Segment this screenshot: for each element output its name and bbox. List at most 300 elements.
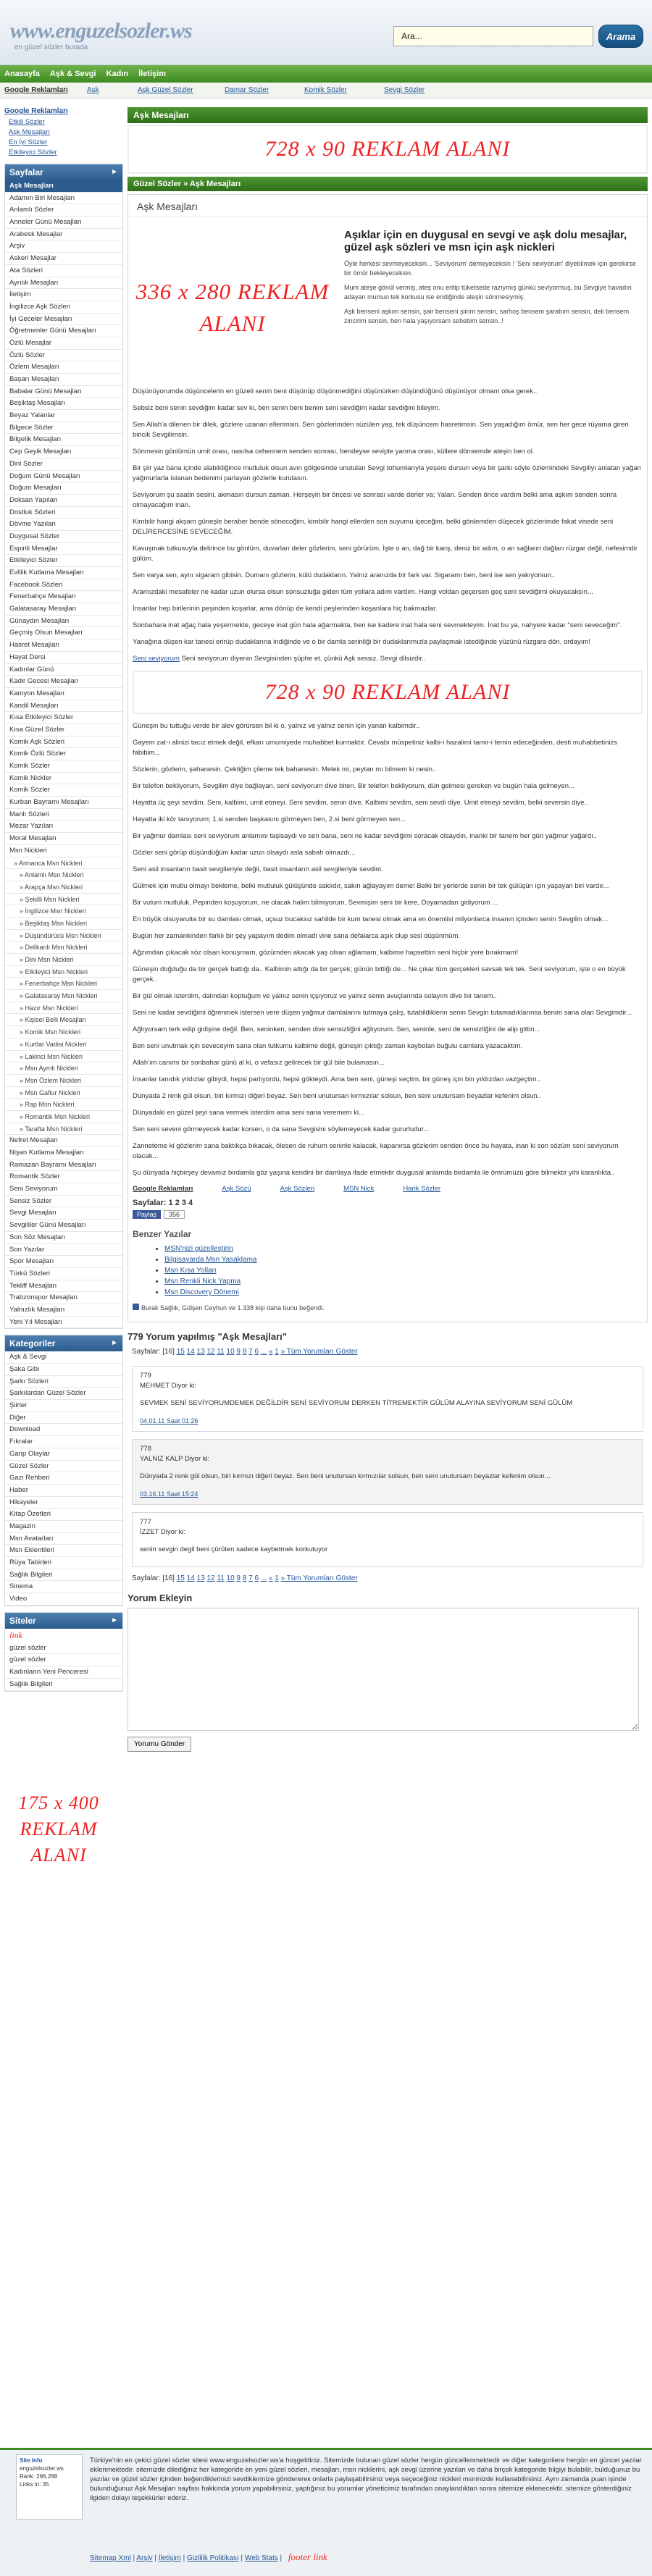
sidebar-item-label: Manlı Sözleri bbox=[9, 810, 49, 818]
sidebar bbox=[4, 107, 123, 1887]
comment-number: 779 bbox=[140, 1372, 151, 1380]
sidebar-item[interactable] bbox=[5, 978, 122, 990]
footer-links: Sitemap Xml | Arşiv | İletişim | Gizlilik Politikası | Web Stats | footer link bbox=[90, 2551, 327, 2562]
sidebar-item-label: Rap Msn Nickleri bbox=[25, 1101, 75, 1109]
sidebar-item[interactable] bbox=[5, 229, 122, 241]
category-item[interactable]: Şiirler bbox=[5, 1400, 122, 1412]
site-item[interactable]: Sağlık Bilgileri bbox=[5, 1679, 122, 1691]
sidebar-item[interactable] bbox=[5, 434, 122, 446]
related-link[interactable]: MSN'nizi güzelleştirin bbox=[164, 1245, 233, 1253]
sidebar-item[interactable] bbox=[5, 760, 122, 773]
article-paragraph: Kavuşmak tutkusuyla delirince bu gönlüm, duvarları deler gözlerim, seni görürüm. İşte o an, dağ bir kanş, deniz bir adım, o an sağların dağları rüzgar değil, nefesimdir gülüm. bbox=[133, 545, 638, 563]
bullet-icon: » bbox=[14, 859, 20, 867]
category-item[interactable]: Gazi Rehberi bbox=[5, 1472, 122, 1485]
bullet-icon: » bbox=[20, 871, 25, 879]
pager-next[interactable]: » Tüm Yorumları Göster bbox=[280, 1574, 358, 1582]
sidebar-item[interactable] bbox=[5, 422, 122, 435]
top-ad[interactable]: 728 x 90 REKLAM ALANI bbox=[128, 125, 648, 174]
comments-list bbox=[128, 1366, 648, 1567]
side-ad[interactable]: 175 x 400 REKLAM ALANI bbox=[4, 1771, 113, 1887]
sidebar-item[interactable] bbox=[5, 337, 122, 350]
reply-title: Yorum Ekleyin bbox=[128, 1593, 193, 1603]
site-info-widget[interactable] bbox=[16, 2454, 83, 2520]
comment-author: İZZET Diyor ki: bbox=[140, 1528, 186, 1536]
sidebar-item-label: Arşiv bbox=[9, 242, 25, 251]
sidebar-item[interactable] bbox=[5, 579, 122, 592]
sidebar-item-label: Kurban Bayramı Mesajları bbox=[9, 798, 89, 807]
sidebar-item[interactable] bbox=[5, 325, 122, 337]
sidebar-item-label: Spor Mesajları bbox=[9, 1257, 54, 1266]
sidebar-item-label: Etkileyici Msn Nickleri bbox=[25, 968, 88, 976]
sidebar-item[interactable] bbox=[5, 1087, 122, 1099]
sidebar-item[interactable] bbox=[5, 204, 122, 217]
sidebar-item-label: Bilgelik Mesajları bbox=[9, 435, 62, 444]
sidebar-item[interactable] bbox=[5, 458, 122, 471]
pager-link[interactable]: 12 bbox=[206, 1348, 215, 1356]
site-logo[interactable] bbox=[10, 19, 192, 51]
sidebar-item[interactable] bbox=[5, 821, 122, 833]
nav-item[interactable]: Anasayfa bbox=[4, 70, 40, 78]
sidebar-item[interactable] bbox=[5, 1039, 122, 1051]
sidebar-item[interactable] bbox=[5, 217, 122, 229]
article-paragraph: Şu dünyada hiçbirşey devamız birdamla göz yaşına kendini bir damlaya ifade etmektir duygusal anlamda birdamla ile ömrümüzü göre bilmektir yihi karanlıkta.. bbox=[133, 1169, 615, 1177]
site-item[interactable]: güzel sözler bbox=[5, 1654, 122, 1666]
sidebar-item[interactable] bbox=[5, 1280, 122, 1293]
sidebar-item-label: Şekilli Msn Nickleri bbox=[25, 895, 80, 903]
google-ads-title[interactable]: Google Reklamları bbox=[4, 107, 68, 115]
main-title: Aşk Mesajları bbox=[128, 107, 648, 123]
search-input[interactable] bbox=[393, 26, 593, 46]
pager-link[interactable]: ... bbox=[260, 1574, 267, 1582]
article-paragraph: Bir telefon bekliyorum, Sevgilim diye bağlayan, seni seviyorum dive biten. Bir telefon bekliyorum, dün gelmesi gereken ve bugün hala gelmeyen... bbox=[133, 782, 574, 790]
sidebar-item[interactable] bbox=[5, 616, 122, 628]
footer-link[interactable]: Arşiv bbox=[136, 2554, 153, 2562]
sidebar-item-label: Başarı Mesajları bbox=[9, 375, 59, 383]
sidebar-item[interactable] bbox=[5, 1207, 122, 1220]
category-item[interactable]: Aşk & Sevgi bbox=[5, 1351, 122, 1364]
sidebar-item-label: Romantik Msn Nickleri bbox=[25, 1112, 91, 1120]
article-paragraph: Yanağına düşen kar tanesi erirüp dudaklarına indiğinde ve o bir damla serinliği bir dudaklarımızla paylaşmak istediğinde yüzünü rüzgara dön, ordayım! bbox=[133, 638, 590, 646]
sidebar-item[interactable] bbox=[5, 567, 122, 579]
category-item[interactable]: Şaka Gibi bbox=[5, 1364, 122, 1376]
sidebar-item[interactable] bbox=[5, 1062, 122, 1075]
bottom-ad-link[interactable]: Google Reklamları bbox=[133, 1185, 193, 1193]
category-item[interactable]: Fıkralar bbox=[5, 1436, 122, 1448]
sidebar-item-label: Komik Aşk Sözleri bbox=[9, 737, 65, 746]
sidebar-item[interactable] bbox=[5, 531, 122, 543]
sidebar-item[interactable] bbox=[5, 398, 122, 410]
nav-item[interactable]: Aşk & Sevgi bbox=[49, 70, 96, 78]
bottom-ad-link[interactable]: Harik Sözler bbox=[403, 1185, 441, 1193]
comment-number: 777 bbox=[140, 1518, 151, 1526]
pager-link[interactable]: 6 bbox=[254, 1574, 259, 1582]
sidebar-item-label: Tarafta Msn Nickleri bbox=[25, 1125, 83, 1133]
sidebar-item[interactable] bbox=[5, 784, 122, 797]
related-link[interactable]: Msn Kısa Yolları bbox=[164, 1267, 217, 1275]
link-paragraph-text: Seni seviyorum diyenin Sevgisinden şüphe et, çünkü Aşk sessiz, Sevgi dilsizdir.. bbox=[181, 655, 426, 663]
related-link[interactable]: Bilgisayarda Msn Yasaklama bbox=[164, 1256, 257, 1264]
comment-text: Dünyada 2 renk gül olsun, biri kırmızı diğeri beyaz. Sen beni unutursan kırmızılar solsun, ben seni unutursam beyazlar kefenim olsun... bbox=[140, 1472, 551, 1480]
subnav-link[interactable]: Ask bbox=[87, 86, 99, 94]
sidebar-item[interactable] bbox=[5, 1196, 122, 1208]
sidebar-item[interactable] bbox=[5, 833, 122, 845]
comment bbox=[132, 1439, 643, 1505]
sidebar-item[interactable] bbox=[5, 1268, 122, 1280]
sidebar-item-label: Galatasaray Msn Nickleri bbox=[25, 992, 98, 1000]
pager-link[interactable]: 13 bbox=[196, 1574, 205, 1582]
pager-next[interactable]: » Tüm Yorumları Göster bbox=[280, 1348, 358, 1356]
sidebar-item[interactable] bbox=[5, 712, 122, 724]
bullet-icon: » bbox=[20, 1112, 25, 1120]
sidebar-item[interactable] bbox=[5, 1220, 122, 1232]
middle-ad[interactable]: 728 x 90 REKLAM ALANI bbox=[133, 671, 643, 714]
sidebar-item[interactable] bbox=[5, 410, 122, 422]
pager-link[interactable]: 10 bbox=[226, 1348, 235, 1356]
category-item[interactable]: Magazin bbox=[5, 1521, 122, 1533]
pager-link[interactable]: 10 bbox=[226, 1574, 235, 1582]
sidebar-item[interactable] bbox=[5, 265, 122, 277]
sidebar-item-label: Mezar Yazıları bbox=[9, 822, 54, 831]
category-item[interactable]: Şarkı Sözleri bbox=[5, 1376, 122, 1388]
sidebar-item[interactable] bbox=[5, 905, 122, 918]
sidebar-item-label: Son Yazılar bbox=[9, 1245, 45, 1254]
sidebar-item[interactable] bbox=[5, 664, 122, 676]
pager-prev[interactable]: « bbox=[268, 1348, 273, 1356]
sidebar-item[interactable] bbox=[5, 797, 122, 809]
sidebar-item[interactable] bbox=[5, 1075, 122, 1087]
sidebar-item-label: Kısa Etkileyici Sözler bbox=[9, 713, 74, 722]
sidebar-item-label: İngilizce Aşk Sözleri bbox=[9, 302, 70, 311]
site-item[interactable]: güzel sözler bbox=[5, 1642, 122, 1655]
sidebar-item[interactable] bbox=[5, 350, 122, 362]
bottom-ad-link[interactable]: MSN Nick bbox=[343, 1185, 375, 1193]
sidebar-item-label: Galatasaray Mesajları bbox=[9, 605, 77, 613]
sidebar-item-label: Kandil Mesajları bbox=[9, 701, 59, 710]
sidebar-item-label: Anlamlı Sözler bbox=[9, 206, 54, 214]
sidebar-item-label: Özlem Mesajları bbox=[9, 363, 59, 372]
sidebar-item[interactable] bbox=[5, 1171, 122, 1183]
article-paragraph: Bugün her zamankinden farklı bir şey yapayım dedim olmadi vine sana defalarca aşık olup sesi düşünmüm. bbox=[133, 932, 461, 940]
comment-author: YALNIZ KALP Diyor ki: bbox=[140, 1455, 210, 1463]
sidebar-item-label: Arabesk Mesajlar bbox=[9, 230, 63, 238]
footer-link[interactable]: Gizlilik Politikası bbox=[186, 2554, 239, 2562]
sidebar-item[interactable] bbox=[5, 1159, 122, 1172]
category-item[interactable]: Haber bbox=[5, 1485, 122, 1497]
sidebar-item-label: İyi Geceler Mesajları bbox=[9, 314, 72, 323]
pager-link[interactable]: 9 bbox=[236, 1574, 241, 1582]
comment-date[interactable]: 04.01.11 Saat 01:26 bbox=[140, 1417, 198, 1425]
pager-link[interactable]: 11 bbox=[217, 1348, 225, 1356]
category-item[interactable]: Sağlık Bilgileri bbox=[5, 1569, 122, 1582]
sidebar-item-label: Komik Nickler bbox=[9, 773, 52, 782]
sidebar-item[interactable] bbox=[5, 1014, 122, 1026]
sidebar-item-label: Doğum Günü Mesajları bbox=[9, 471, 80, 480]
site-item[interactable]: Kadınların Yeni Penceresi bbox=[5, 1666, 122, 1679]
bottom-ad-link[interactable]: Aşk Sözleri bbox=[280, 1185, 315, 1193]
nav-item[interactable]: İletişim bbox=[138, 70, 166, 78]
category-item[interactable]: Kitap Özetleri bbox=[5, 1509, 122, 1521]
sidebar-item[interactable] bbox=[5, 881, 122, 894]
category-item[interactable]: Şarkılardan Güzel Sözler bbox=[5, 1388, 122, 1400]
pager-link[interactable]: 7 bbox=[248, 1348, 253, 1356]
article-paragraph: Bir şiir yaz bana içinde alabildiğince mutluluk olsun avın gölgesinde unutulan Sevgi tohumlarıyla yeşere dursun veya bir şarkı söyle özlemindeki Sevgiliyi anlatan yağan yağmurlarla islanan bedenimi parlayan gözlerle kurulasın. bbox=[133, 464, 641, 482]
sidebar-item[interactable] bbox=[5, 180, 122, 193]
sidebar-item[interactable] bbox=[5, 748, 122, 760]
sidebar-item[interactable] bbox=[5, 1026, 122, 1039]
comment-textarea[interactable] bbox=[128, 1608, 639, 1731]
pager-prefix: Sayfalar: bbox=[132, 1574, 163, 1582]
pager-last[interactable]: 1 bbox=[275, 1574, 279, 1582]
sidebar-item[interactable] bbox=[5, 1135, 122, 1147]
pager-link[interactable]: 13 bbox=[196, 1348, 205, 1356]
sidebar-item-label: Beşiktaş Msn Nickleri bbox=[25, 919, 88, 927]
sidebar-item[interactable] bbox=[5, 446, 122, 458]
sidebar-item[interactable] bbox=[5, 1256, 122, 1268]
sidebar-item-label: Kamyon Mesajları bbox=[9, 689, 65, 697]
subnav-link[interactable]: Sevgi Sözler bbox=[384, 86, 425, 94]
sidebar-item[interactable] bbox=[5, 471, 122, 483]
sidebar-item-label: Cep Geyik Mesajları bbox=[9, 448, 72, 456]
sidebar-item[interactable] bbox=[5, 603, 122, 616]
arrow-icon: ► bbox=[111, 1339, 118, 1348]
pager-link[interactable]: 7 bbox=[248, 1574, 253, 1582]
bullet-icon: » bbox=[20, 931, 25, 939]
subnav-link[interactable]: Aşk Güzel Sözler bbox=[138, 86, 193, 94]
sidebar-item-label: Ramazan Bayramı Mesajları bbox=[9, 1160, 96, 1169]
article-paragraph: En büyük olsuyarulta bir su damlası olmak, uçsuz bucaksız sahilde bir kum tanesi olmak ama en önemlisi milyonlarca insanın içinden senin Sevgilin olmak... bbox=[133, 915, 609, 923]
sidebar-item[interactable] bbox=[5, 1183, 122, 1196]
sidebar-item[interactable] bbox=[5, 1002, 122, 1015]
sidebar-item[interactable] bbox=[5, 1292, 122, 1304]
sidebar-item-label: Hasret Mesajları bbox=[9, 641, 60, 650]
nav-item[interactable]: Kadın bbox=[106, 70, 129, 78]
article-box bbox=[128, 194, 648, 1322]
sidebar-item-label: Son Söz Mesajları bbox=[9, 1233, 66, 1241]
bullet-icon: » bbox=[20, 1065, 25, 1073]
sites-box bbox=[4, 1612, 123, 1692]
sidebar-item-label: Hazır Msn Nickleri bbox=[25, 1004, 78, 1012]
sidebar-item-label: Fenerbahçe Mesajları bbox=[9, 592, 76, 601]
subnav-link[interactable]: Komik Sözler bbox=[304, 86, 347, 94]
sidebar-item-label: Komik Özlü Sözler bbox=[9, 750, 67, 758]
sidebar-item[interactable] bbox=[5, 1111, 122, 1123]
stats-links: Links in: 35 bbox=[20, 2481, 49, 2488]
pager-prev[interactable]: « bbox=[268, 1574, 273, 1582]
sidebar-item[interactable] bbox=[5, 857, 122, 870]
subnav-link[interactable]: Google Reklamları bbox=[4, 86, 68, 94]
categories-list bbox=[5, 1351, 122, 1605]
sidebar-item[interactable] bbox=[5, 652, 122, 664]
sidebar-item-label: Sevgi Mesajları bbox=[9, 1209, 57, 1217]
pager-last[interactable]: 1 bbox=[275, 1348, 279, 1356]
sidebar-item[interactable] bbox=[5, 894, 122, 906]
submit-comment-button[interactable]: Yorumu Gönder bbox=[128, 1737, 191, 1752]
pager-link[interactable]: 15 bbox=[176, 1348, 185, 1356]
related-link[interactable]: Msn Discovery Dönemi bbox=[164, 1288, 239, 1296]
pages-label[interactable]: Sayfalar: 1 2 3 4 bbox=[133, 1199, 193, 1207]
sidebar-item[interactable] bbox=[5, 519, 122, 531]
category-item[interactable]: Msn Eklentileri bbox=[5, 1545, 122, 1557]
header bbox=[0, 0, 652, 65]
footer-link[interactable]: Web Stats bbox=[244, 2554, 278, 2562]
pages-list bbox=[5, 180, 122, 1328]
sidebar-item[interactable] bbox=[5, 918, 122, 930]
sidebar-item-label: İngilizce Msn Nickleri bbox=[25, 907, 86, 915]
related-link[interactable]: Msn Renkli Nick Yapma bbox=[164, 1277, 241, 1285]
pager-link[interactable]: 8 bbox=[242, 1574, 247, 1582]
sidebar-item[interactable] bbox=[5, 930, 122, 942]
pager-link[interactable]: 8 bbox=[242, 1348, 247, 1356]
footer-link[interactable]: İletişim bbox=[158, 2554, 181, 2562]
footer-link[interactable]: Sitemap Xml bbox=[90, 2554, 131, 2562]
category-item[interactable]: Garip Olaylar bbox=[5, 1448, 122, 1461]
article-intro bbox=[333, 225, 637, 384]
pager-link[interactable]: 14 bbox=[186, 1574, 195, 1582]
arrow-icon: ► bbox=[111, 168, 118, 176]
sidebar-item[interactable] bbox=[5, 724, 122, 737]
footer-text: Türkiye'nin en çekici güzel sözler sitesi www.enguzelsozler.ws'a hoşgeldiniz. Sitemizde bulunan güzel sözler hergün güncellenmektedir ve diğer kategorilere hergün en güncel yazılar eklenmektedir. sitemizde dilediğiniz her kategoride en yeni güzel sözleri, mesajları, msn nicklerini, aşk sevgi üzerine yazıları ve daha birçok kategoride bilgiyi bulabilir, bulduğunuz bu yazılar ve güzel sözler içinden beğendiklerinizi sevdiklerinize gönderereк onlarla paylaşabilirsiniz veya seçeceğiniz nickleri msninizde kullanabilirsiniz. Aynı zamanda puan işinde bulunduğunuz Aşk Mesajları sayfası hakkında yorum yapabilirsiniz, yaptığınız bu yorumlar yöneticimiz tarafından onaylandıktan sonra sitemize eklenecektir. sitemize gösterdiğiniz ilgiden dolayı teşekkürler ederiz. bbox=[90, 2457, 642, 2502]
sidebar-item[interactable] bbox=[5, 301, 122, 314]
sidebar-item[interactable] bbox=[5, 869, 122, 881]
comment bbox=[132, 1512, 643, 1567]
main-content bbox=[128, 107, 648, 1752]
category-item[interactable]: Video bbox=[5, 1593, 122, 1606]
sidebar-item[interactable] bbox=[5, 289, 122, 301]
sidebar-item[interactable] bbox=[5, 374, 122, 386]
pager-link[interactable]: 15 bbox=[176, 1574, 185, 1582]
sidebar-item[interactable] bbox=[5, 277, 122, 290]
sidebar-item[interactable] bbox=[5, 773, 122, 785]
sidebar-item[interactable] bbox=[5, 1244, 122, 1256]
category-item[interactable]: Msn Avatarları bbox=[5, 1533, 122, 1545]
pager-link[interactable]: 9 bbox=[236, 1348, 241, 1356]
category-item[interactable]: Diğer bbox=[5, 1412, 122, 1425]
sidebar-item-label: Babalar Günü Mesajları bbox=[9, 387, 82, 395]
sidebar-item-label: Msn Aymlı Nickleri bbox=[25, 1065, 78, 1073]
sidebar-item[interactable] bbox=[5, 1123, 122, 1136]
pager-link[interactable]: 14 bbox=[186, 1348, 195, 1356]
comment-date[interactable]: 03.16.11 Saat 15:24 bbox=[140, 1490, 198, 1498]
sidebar-item[interactable] bbox=[5, 688, 122, 700]
sidebar-item-label: Beyaz Yalanlar bbox=[9, 411, 56, 420]
sites-title bbox=[5, 1613, 122, 1629]
bottom-ad-link[interactable]: Aşk Sözü bbox=[222, 1185, 251, 1193]
sidebar-item-label: Etkileyici Sözler bbox=[9, 556, 58, 565]
google-ad-link[interactable]: Etkileyici Sözler bbox=[9, 148, 57, 156]
sidebar-item[interactable] bbox=[5, 253, 122, 265]
sidebar-item[interactable] bbox=[5, 495, 122, 507]
sidebar-item-label: Nişan Kutlama Mesajları bbox=[9, 1149, 84, 1157]
comment bbox=[132, 1366, 643, 1432]
category-item[interactable]: Güzel Sözler bbox=[5, 1461, 122, 1473]
pager-link[interactable]: ... bbox=[260, 1348, 267, 1356]
category-item[interactable]: Download bbox=[5, 1424, 122, 1436]
logo-text[interactable]: www.enguzelsozler.ws bbox=[10, 19, 192, 43]
sidebar-item[interactable] bbox=[5, 1304, 122, 1317]
bullet-icon: » bbox=[20, 1040, 25, 1048]
sidebar-item-label: Dostluk Sözleri bbox=[9, 508, 56, 516]
sidebar-item[interactable] bbox=[5, 627, 122, 639]
sidebar-item-label: Anlamlı Msn Nickleri bbox=[25, 871, 84, 879]
related-item bbox=[164, 1243, 647, 1254]
sidebar-item[interactable] bbox=[5, 990, 122, 1002]
sidebar-item[interactable] bbox=[5, 1232, 122, 1244]
category-item[interactable]: Hikayeler bbox=[5, 1497, 122, 1509]
article-paragraph: İnsanlar hep birilerinin peşinden koşarlar, ama dönüp de kendi peşlerinden koşanlara hiç bakmazlar. bbox=[133, 605, 438, 613]
sidebar-item[interactable] bbox=[5, 809, 122, 821]
sidebar-item-label: Komik Sözler bbox=[9, 762, 50, 770]
sidebar-item-label: Aşk Mesajları bbox=[9, 182, 54, 190]
sidebar-item[interactable] bbox=[5, 386, 122, 398]
sidebar-item[interactable] bbox=[5, 1317, 122, 1329]
sidebar-item[interactable] bbox=[5, 676, 122, 688]
sidebar-item[interactable] bbox=[5, 737, 122, 749]
sidebar-item[interactable] bbox=[5, 507, 122, 519]
sidebar-item-label: Facebook Sözleri bbox=[9, 580, 63, 589]
search-button[interactable]: Arama bbox=[598, 25, 643, 48]
sidebar-item[interactable] bbox=[5, 845, 122, 857]
category-item[interactable]: Sinema bbox=[5, 1581, 122, 1593]
sidebar-item[interactable] bbox=[5, 1099, 122, 1111]
sidebar-item[interactable] bbox=[5, 591, 122, 603]
sidebar-item[interactable] bbox=[5, 482, 122, 495]
sidebar-item[interactable] bbox=[5, 941, 122, 954]
article-paragraph: Kimbilir hangi akşam güneşle beraber bende sönecoğim, kimbilir hangi ellerden son suyumu içeceğim, belki gönlemden düşecek gözlerimde fakat vinede seni DELİRERCESİNE SEVECEĞİM. bbox=[133, 518, 614, 536]
article-paragraph: Sen seni seveni görmeyecek kadar korsen, o da sana Sevgisini söylemeyecek kadar gururludur... bbox=[133, 1125, 430, 1133]
paragraphs-a bbox=[128, 384, 647, 647]
share-button[interactable]: Paylaş bbox=[133, 1210, 161, 1219]
google-ad-link[interactable]: En İyi Sözler bbox=[9, 138, 48, 146]
inline-ad[interactable]: 336 x 280 REKLAM ALANI bbox=[133, 232, 333, 384]
subnav-link[interactable]: Damar Sözler bbox=[225, 86, 269, 94]
bullet-icon: » bbox=[20, 1088, 25, 1096]
facebook-icon bbox=[133, 1304, 139, 1310]
seni-seviyorum-link[interactable]: Seni seviyorum bbox=[133, 655, 180, 663]
sidebar-item[interactable] bbox=[5, 966, 122, 978]
sidebar-item[interactable] bbox=[5, 1051, 122, 1063]
sidebar-item[interactable] bbox=[5, 954, 122, 966]
comments-title: 779 Yorum yapılmış "Aşk Mesajları" bbox=[128, 1331, 287, 1342]
related-item bbox=[164, 1265, 647, 1276]
article-paragraph: Bir yağmur damlası seni seviyorum anlamını taşisaydı ve sen bana, seni ne kadar sevdiğimi soracak olsaydın, inanki bir tanem her gün yağmur yağardı.. bbox=[133, 832, 598, 840]
sidebar-item[interactable] bbox=[5, 314, 122, 326]
intro-paragraph: Aşk benseni aşkım sensin, şair benseni şiirim sensin, sarhoş bensem şarabım sensin, deli bensem zincirim sensin, ben hala yaşıyorsam sebebim sensin..! bbox=[344, 308, 630, 324]
sidebar-item[interactable] bbox=[5, 543, 122, 555]
category-item[interactable]: Rüya Tabirleri bbox=[5, 1557, 122, 1569]
bullet-icon: » bbox=[20, 944, 25, 952]
pager-link[interactable]: 12 bbox=[206, 1574, 215, 1582]
related-item bbox=[164, 1276, 647, 1287]
google-ad-link[interactable]: Etkili Sözler bbox=[9, 118, 45, 126]
sidebar-item[interactable] bbox=[5, 1147, 122, 1159]
sidebar-item[interactable] bbox=[5, 240, 122, 253]
google-ad-link[interactable]: Aşk Mesajları bbox=[9, 128, 51, 136]
sidebar-item[interactable] bbox=[5, 555, 122, 567]
related-item bbox=[164, 1287, 647, 1298]
sidebar-item[interactable] bbox=[5, 639, 122, 652]
comment-number: 778 bbox=[140, 1445, 151, 1453]
related-title: Benzer Yazılar bbox=[133, 1229, 192, 1239]
bottom-ad-links bbox=[133, 1185, 643, 1193]
sidebar-item[interactable] bbox=[5, 193, 122, 205]
sidebar-item-label: İletişim bbox=[9, 290, 31, 299]
comments-pager-bottom bbox=[132, 1574, 643, 1582]
sidebar-item[interactable] bbox=[5, 361, 122, 374]
pager-link[interactable]: 6 bbox=[254, 1348, 259, 1356]
article-paragraph: Ben seni unutmak için seveceyim sana olan tutkumu kalbime değil, güneşin çıktığı zaman kaybolan buğulu camlara yazacaktım. bbox=[133, 1042, 523, 1050]
pager-link[interactable]: 11 bbox=[217, 1574, 225, 1582]
sidebar-item[interactable] bbox=[5, 700, 122, 713]
